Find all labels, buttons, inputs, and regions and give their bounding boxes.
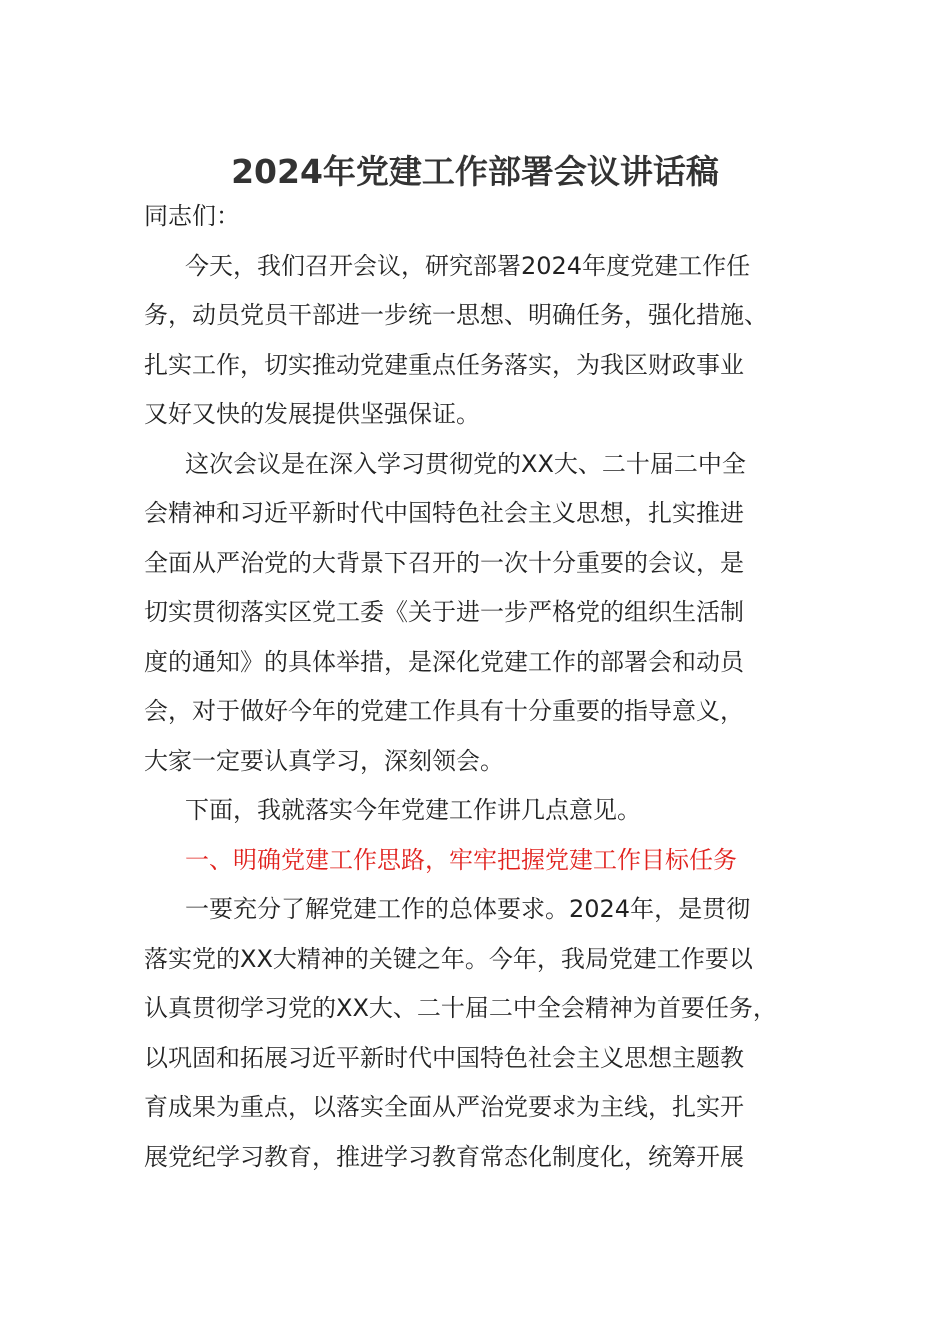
body-line: 以巩固和拓展习近平新时代中国特色社会主义思想主题教 [144, 1043, 744, 1072]
body-line: 今天，我们召开会议，研究部署2024年度党建工作任 [185, 251, 751, 280]
body-line: 会，对于做好今年的党建工作具有十分重要的指导意义， [144, 697, 744, 725]
document-title: 2024年党建工作部署会议讲话稿 [231, 152, 719, 191]
body-line: 务，动员党员干部进一步统一思想、明确任务，强化措施、 [144, 301, 768, 329]
body-line: 落实党的XX大精神的关键之年。今年，我局党建工作要以 [144, 944, 753, 973]
body-line: 展党纪学习教育，推进学习教育常态化制度化，统筹开展 [144, 1142, 744, 1171]
section-heading: 一、明确党建工作思路，牢牢把握党建工作目标任务 [185, 845, 737, 874]
body-line: 会精神和习近平新时代中国特色社会主义思想，扎实推进 [144, 499, 744, 527]
body-line: 大家一定要认真学习，深刻领会。 [144, 746, 504, 775]
body-line: 扎实工作，切实推动党建重点任务落实，为我区财政事业 [144, 350, 744, 379]
body-line: 下面，我就落实今年党建工作讲几点意见。 [185, 796, 641, 824]
body-line: 全面从严治党的大背景下召开的一次十分重要的会议，是 [144, 548, 744, 577]
body-line: 又好又快的发展提供坚强保证。 [144, 400, 480, 428]
body-line: 度的通知》的具体举措，是深化党建工作的部署会和动员 [144, 647, 744, 676]
body-line: 这次会议是在深入学习贯彻党的XX大、二十届二中全 [185, 449, 746, 478]
body-line: 认真贯彻学习党的XX大、二十届二中全会精神为首要任务， [144, 994, 777, 1022]
document-body [144, 192, 834, 1182]
body-line: 同志们： [144, 202, 240, 230]
body-line: 切实贯彻落实区党工委《关于进一步严格党的组织生活制 [144, 598, 744, 626]
body-line: 一要充分了解党建工作的总体要求。2024年，是贯彻 [185, 895, 751, 923]
body-line: 育成果为重点，以落实全面从严治党要求为主线，扎实开 [144, 1093, 744, 1121]
